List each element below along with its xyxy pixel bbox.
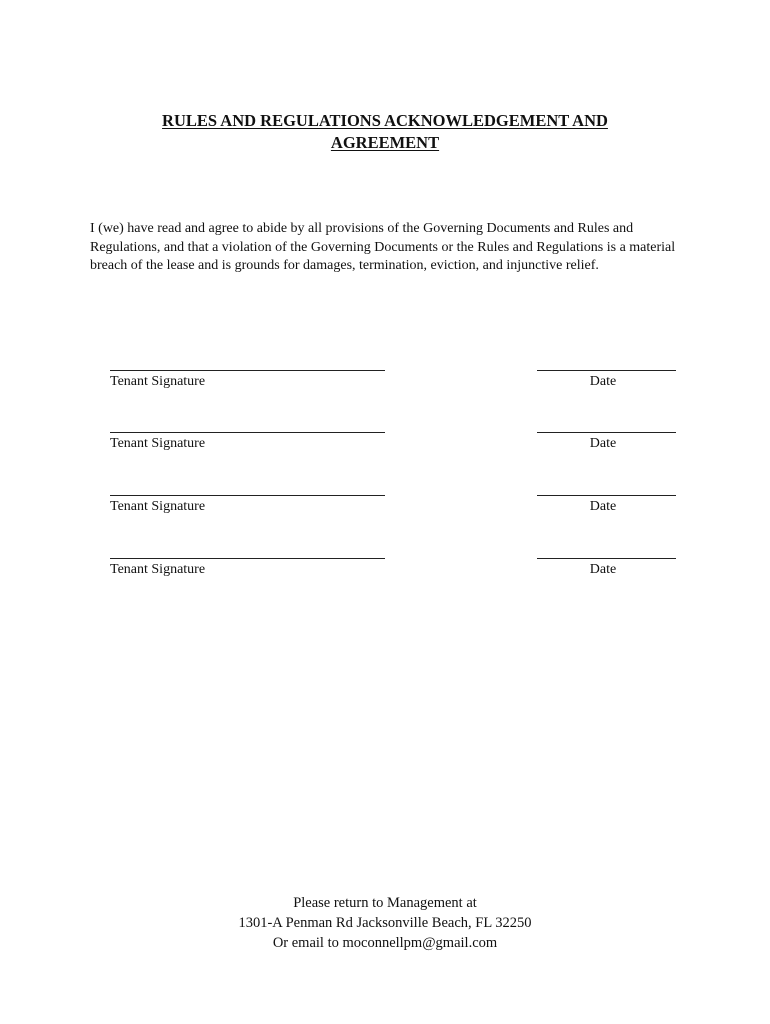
- date-label: Date: [589, 436, 617, 451]
- document-title: [0, 110, 770, 154]
- title-line-1: RULES AND REGULATIONS ACKNOWLEDGEMENT AND: [162, 111, 608, 130]
- signature-label: Tenant Signature: [110, 436, 206, 451]
- date-label: Date: [589, 499, 617, 514]
- footer-line-1: Please return to Management at: [293, 895, 477, 911]
- signature-row-4: [110, 558, 676, 592]
- date-label: Date: [589, 374, 617, 389]
- title-line-2: AGREEMENT: [330, 133, 440, 152]
- signature-row-2: [110, 432, 676, 466]
- signature-line[interactable]: [110, 432, 385, 433]
- footer-email: Or email to moconnellpm@gmail.com: [272, 935, 498, 951]
- footer-address: 1301-A Penman Rd Jacksonville Beach, FL 32250: [238, 915, 532, 931]
- signature-label: Tenant Signature: [110, 562, 206, 577]
- date-line[interactable]: [537, 495, 676, 496]
- return-instructions: [0, 893, 770, 953]
- signature-line[interactable]: [110, 495, 385, 496]
- signature-row-1: [110, 370, 676, 404]
- date-line[interactable]: [537, 370, 676, 371]
- date-label: Date: [589, 562, 617, 577]
- date-line[interactable]: [537, 558, 676, 559]
- signature-label: Tenant Signature: [110, 499, 206, 514]
- signature-line[interactable]: [110, 558, 385, 559]
- signature-line[interactable]: [110, 370, 385, 371]
- agreement-paragraph: I (we) have read and agree to abide by all provisions of the Governing Documents and Rules and Regulations, and that a violation of the Governing Documents or the Rules and Regulations is a material breach of the lease and is grounds for damages, termination, eviction, and injunctive relief.: [90, 221, 676, 273]
- signature-row-3: [110, 495, 676, 529]
- signature-label: Tenant Signature: [110, 374, 206, 389]
- date-line[interactable]: [537, 432, 676, 433]
